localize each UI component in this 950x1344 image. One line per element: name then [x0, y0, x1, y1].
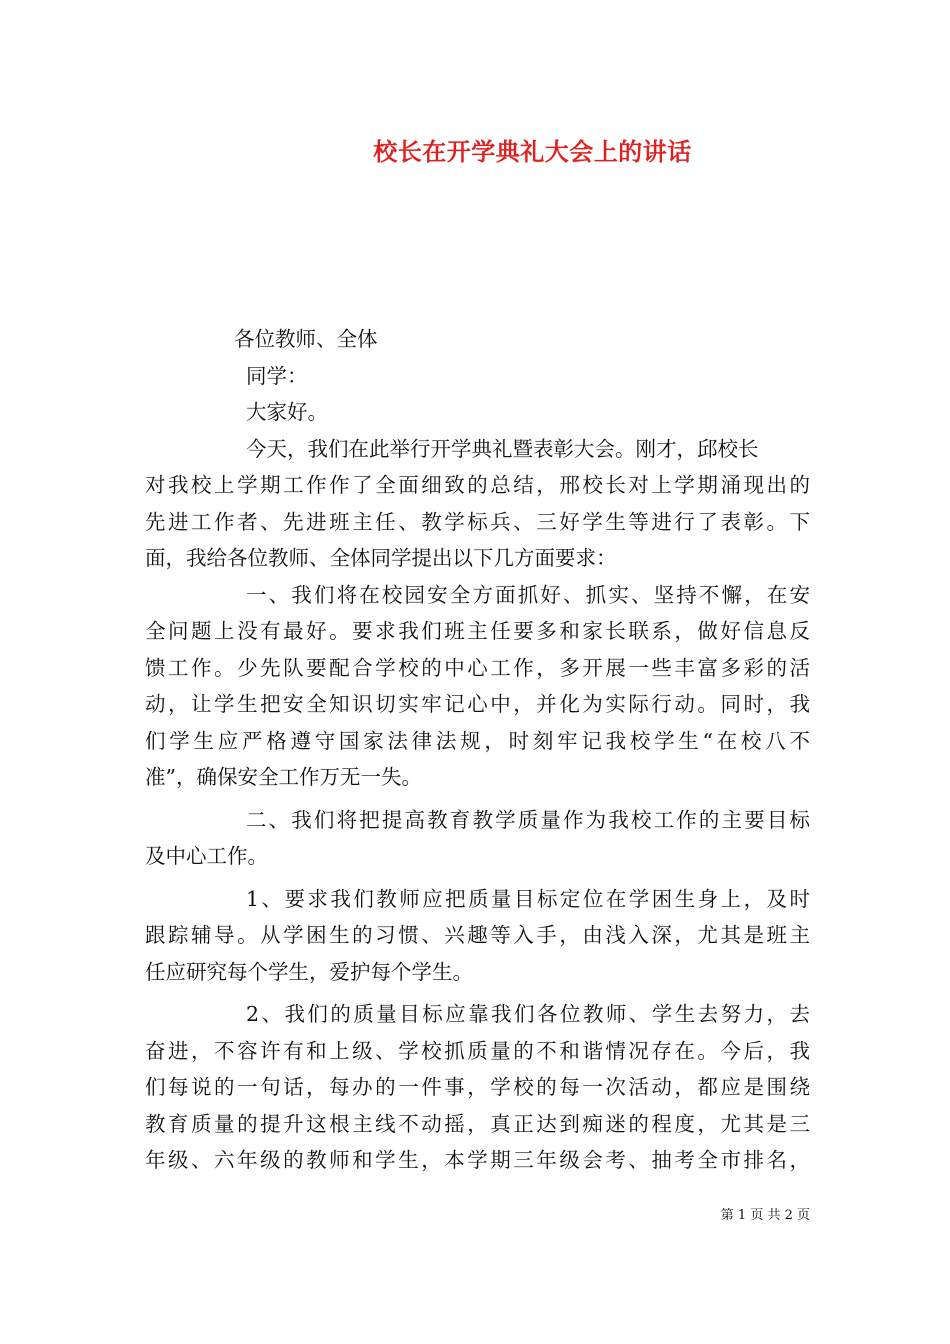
body-line: 动，让学生把安全知识切实牢记心中，并化为实际行动。同时，我 — [145, 692, 810, 716]
page-title: 校长在开学典礼大会上的讲话 — [373, 137, 692, 166]
page-number: 第 1 页 共 2 页 — [720, 1208, 810, 1223]
body-line: 大家好。 — [246, 400, 328, 424]
body-line: 先进工作者、先进班主任、教学标兵、三好学生等进行了表彰。下 — [145, 509, 810, 534]
body-line: 今天，我们在此举行开学典礼暨表彰大会。刚才，邱校长 — [246, 436, 759, 461]
body-line: 2、我们的质量目标应靠我们各位教师、学生去努力，去 — [246, 1002, 810, 1026]
body-line: 及中心工作。 — [145, 844, 268, 868]
body-line: 年级、六年级的教师和学生，本学期三年级会考、抽考全市排名， — [145, 1148, 810, 1172]
body-line: 教育质量的提升这根主线不动摇，真正达到痴迷的程度，尤其是三 — [145, 1111, 810, 1136]
body-line: 各位教师、全体 — [234, 327, 378, 351]
body-line: 面，我给各位教师、全体同学提出以下几方面要求： — [145, 546, 617, 570]
body-line: 馈工作。少先队要配合学校的中心工作，多开展一些丰富多彩的活 — [145, 655, 810, 680]
body-line: 们每说的一句话，每办的一件事，学校的每一次活动，都应是围绕 — [145, 1075, 810, 1099]
body-line: 1、要求我们教师应把质量目标定位在学困生身上，及时 — [246, 886, 810, 911]
body-line: 全问题上没有最好。要求我们班主任要多和家长联系，做好信息反 — [145, 619, 810, 643]
body-line: 对我校上学期工作作了全面细致的总结，邢校长对上学期涌现出的 — [145, 473, 810, 497]
body-line: 任应研究每个学生，爱护每个学生。 — [145, 959, 473, 984]
body-line: 准”，确保安全工作万无一失。 — [145, 765, 422, 789]
body-line: 二、我们将把提高教育教学质量作为我校工作的主要目标 — [246, 807, 810, 832]
body-line: 们学生应严格遵守国家法律法规，时刻牢记我校学生“在校八不 — [145, 728, 810, 753]
body-line: 奋进，不容许有和上级、学校抓质量的不和谐情况存在。今后，我 — [145, 1038, 810, 1063]
body-line: 同学： — [246, 363, 308, 388]
speech-body — [145, 321, 810, 1179]
body-line: 一、我们将在校园安全方面抓好、抓实、坚持不懈，在安 — [246, 582, 810, 607]
body-line: 跟踪辅导。从学困生的习惯、兴趣等入手，由浅入深，尤其是班主 — [145, 923, 810, 947]
